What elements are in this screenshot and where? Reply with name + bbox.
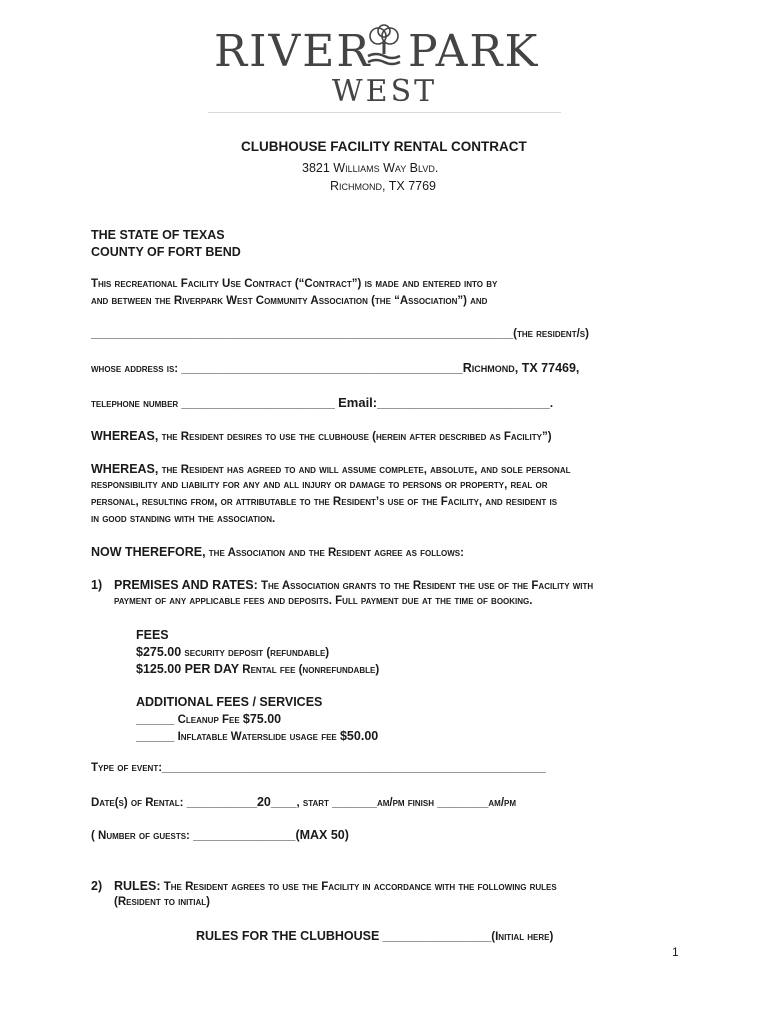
section-2-line-1	[114, 879, 557, 893]
security-deposit-label: security deposit (refundable)	[184, 647, 330, 659]
guests-max: (MAX 50)	[295, 828, 349, 842]
now-therefore-lead: NOW THEREFORE,	[91, 545, 206, 559]
address-line-2: Richmond, TX 7769	[330, 179, 436, 193]
rental-year-blank[interactable]: ____	[270, 797, 297, 809]
security-deposit-amount: $275.00	[136, 645, 182, 659]
fees-heading: FEES	[136, 628, 169, 642]
state-heading: THE STATE OF TEXAS	[91, 228, 225, 242]
guests-line	[91, 828, 349, 842]
section-1-line-1	[114, 578, 593, 592]
cleanup-fee-label: Cleanup Fee	[177, 714, 240, 726]
cleanup-initial-blank[interactable]: ______	[136, 714, 175, 726]
section-1-number: 1)	[91, 578, 103, 592]
section-2-line-2: (Resident to initial)	[114, 896, 210, 908]
section-2-text-1: The Resident agrees to use the Facility in accordance with the following rules	[163, 881, 557, 893]
address-city: Richmond, TX 77469,	[462, 361, 580, 375]
rental-fee-amount: $125.00 PER DAY	[136, 662, 240, 676]
contract-title: CLUBHOUSE FACILITY RENTAL CONTRACT	[241, 139, 527, 154]
waterslide-initial-blank[interactable]: ______	[136, 731, 175, 743]
cleanup-fee-amount: $75.00	[242, 712, 282, 726]
now-therefore-clause	[91, 545, 464, 559]
email-blank[interactable]: ___________________________	[377, 398, 550, 410]
waterslide-fee-label: Inflatable Waterslide usage fee	[177, 731, 337, 743]
rental-dates-line	[91, 795, 516, 809]
rental-fee-line	[136, 662, 379, 676]
rules-heading-line	[196, 929, 553, 943]
phone-line-end: .	[549, 398, 554, 410]
county-heading: COUNTY OF FORT BEND	[91, 245, 241, 259]
guests-blank[interactable]: ________________	[193, 830, 296, 842]
whereas-clause-2-line-3: personal, resulting from, or attributable to the Resident’s use of the Facility, and resident is	[91, 496, 558, 508]
section-2-number: 2)	[91, 879, 103, 893]
phone-email-line	[91, 395, 553, 410]
cleanup-fee-line	[136, 712, 281, 726]
resident-name-line	[91, 328, 589, 340]
whereas-2-text-1: the Resident has agreed to and will assume complete, absolute, and sole personal	[161, 464, 571, 476]
page-number: 1	[672, 945, 679, 959]
rental-year-prefix: 20	[256, 795, 271, 809]
event-type-line	[91, 762, 546, 774]
whereas-clause-2-line-2: responsibility and liability for any and all injury or damage to persons or property, real or	[91, 479, 548, 491]
address-line-1: 3821 Williams Way Blvd.	[302, 161, 439, 175]
whereas-1-text: the Resident desires to use the clubhouse (herein after described as Facility”)	[161, 431, 552, 443]
riverpark-west-logo	[208, 22, 561, 113]
waterslide-fee-amount: $50.00	[339, 729, 379, 743]
rules-initial-blank[interactable]: _________________	[382, 931, 492, 943]
finish-label: finish	[407, 797, 435, 809]
resident-label: (the resident/s)	[513, 328, 589, 340]
address-label: whose address is:	[91, 363, 179, 375]
section-1-heading: PREMISES AND RATES:	[114, 578, 258, 592]
start-time-blank[interactable]: _______	[332, 797, 377, 809]
rules-initial-label: (Initial here)	[491, 931, 554, 943]
finish-time-blank[interactable]: ________	[437, 797, 489, 809]
phone-blank[interactable]: ________________________	[181, 398, 335, 410]
tree-over-water-icon	[364, 24, 404, 70]
rental-fee-label: Rental fee (nonrefundable)	[242, 664, 380, 676]
logo-word-park: PARK	[408, 26, 540, 77]
guests-label: ( Number of guests:	[91, 830, 190, 842]
intro-line-2: and between the Riverpark West Community Association (the “Association”) and	[91, 295, 488, 307]
rules-heading: RULES FOR THE CLUBHOUSE	[196, 929, 380, 943]
whereas-clause-2-line-1	[91, 462, 570, 476]
waterslide-fee-line	[136, 729, 378, 743]
section-2-heading: RULES:	[114, 879, 161, 893]
email-label: Email:	[338, 395, 378, 410]
phone-label: telephone number	[91, 398, 179, 410]
rental-dates-label: Date(s) of Rental:	[91, 797, 184, 809]
now-therefore-text: the Association and the Resident agree as follows:	[208, 547, 464, 559]
whereas-clause-1	[91, 429, 552, 443]
resident-name-blank[interactable]: __________________________________________________________________	[91, 328, 514, 340]
whereas-2-lead: WHEREAS,	[91, 462, 159, 476]
section-1-text-1: The Association grants to the Resident the use of the Facility with	[260, 580, 594, 592]
finish-ampm: am/pm	[488, 797, 517, 809]
rental-date-blank[interactable]: ___________	[186, 797, 257, 809]
logo-word-west: WEST	[331, 74, 438, 109]
event-type-label: Type of event:	[91, 762, 163, 774]
logo-word-river: RIVER	[214, 26, 372, 77]
resident-address-line	[91, 361, 579, 375]
start-ampm: am/pm	[376, 797, 405, 809]
start-label: , start	[296, 797, 329, 809]
intro-line-1: This recreational Facility Use Contract (“Contract”) is made and entered into by	[91, 278, 498, 290]
security-deposit-line	[136, 645, 329, 659]
whereas-1-lead: WHEREAS,	[91, 429, 159, 443]
additional-fees-heading: ADDITIONAL FEES / SERVICES	[136, 695, 323, 709]
address-blank[interactable]: ____________________________________________	[181, 363, 463, 375]
whereas-clause-2-line-4: in good standing with the association.	[91, 513, 276, 525]
event-type-blank[interactable]: ____________________________________________________________	[162, 762, 546, 774]
section-1-line-2: payment of any applicable fees and deposits. Full payment due at the time of booking.	[114, 595, 533, 607]
